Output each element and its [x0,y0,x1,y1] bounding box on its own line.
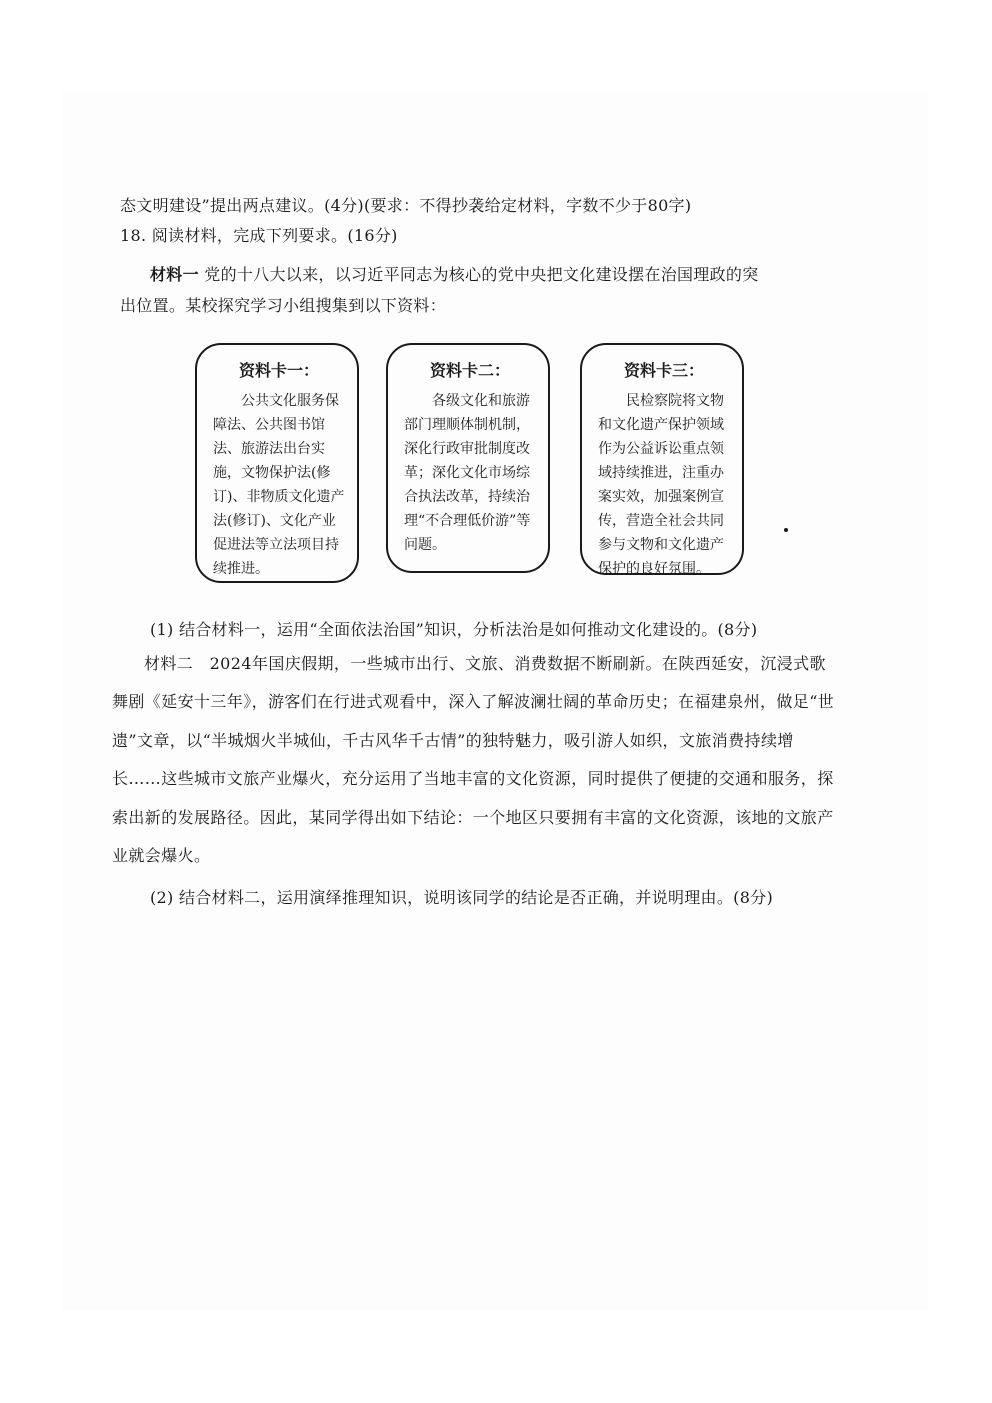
info-card-1-body: 公共文化服务保障法、公共图书馆法、旅游法出台实施，文物保护法(修订)、非物质文化遗产法(修订)、文化产业促进法等立法项目持续推进。 [213,393,345,577]
info-card-2 [386,343,550,573]
info-card-2-body: 各级文化和旅游部门理顺体制机制，深化行政审批制度改革；深化文化市场综合执法改革，持续治理“不合理低价游”等问题。 [404,393,531,553]
info-card-1 [195,343,359,583]
material-one-label: 材料一 [150,265,199,284]
question-18-heading: 18. 阅读材料，完成下列要求。(16分) [120,226,398,245]
sub-question-2: (2) 结合材料二，运用演绎推理知识，说明该同学的结论是否正确，并说明理由。(8分) [150,888,774,907]
info-card-2-title: 资料卡二： [430,361,511,380]
info-card-3-body: 民检察院将文物和文化遗产保护领域作为公益诉讼重点领域持续推进，注重办案实效，加强案例宣传，营造全社会共同参与文物和文化遗产保护的良好氛围。 [598,393,724,577]
prev-question-tail: 态文明建设”提出两点建议。(4分)(要求：不得抄袭给定材料，字数不少于80字) [120,196,692,215]
info-card-3 [580,343,744,575]
material-one-text: 党的十八大以来，以习近平同志为核心的党中央把文化建设摆在治国理政的突 [204,265,759,284]
material-two-paragraph: 材料二 2024年国庆假期，一些城市出行、文旅、消费数据不断刷新。在陕西延安，沉浸式歌舞剧《延安十三年》，游客们在行进式观看中，深入了解波澜壮阔的革命历史；在福建泉州，做足“世遗”文章，以“半城烟火半城仙，千古风华千古情”的独特魅力，吸引游人如织，文旅消费持续增长……这些城市文旅产业爆火，充分运用了当地丰富的文化资源，同时提供了便捷的交通和服务，探索出新的发展路径。因此，某同学得出如下结论：一个地区只要拥有丰富的文化资源，该地的文旅产业就会爆火。 [112,654,835,866]
sub-question-1: (1) 结合材料一，运用“全面依法治国”知识，分析法治是如何推动文化建设的。(8分) [150,620,758,639]
info-card-3-title: 资料卡三： [624,361,705,380]
material-one-line [150,262,759,285]
info-card-1-title: 资料卡一： [239,361,320,380]
material-one-text-cont: 出位置。某校探究学习小组搜集到以下资料： [120,296,447,315]
stray-dot [784,528,788,532]
